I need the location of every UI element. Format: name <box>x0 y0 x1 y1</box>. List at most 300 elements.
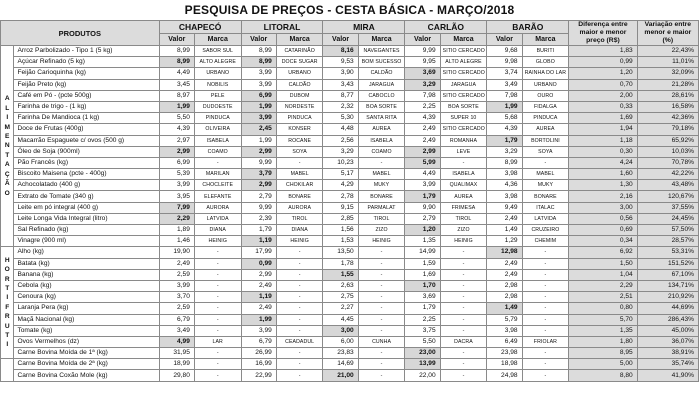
price-difference: 0,70 <box>569 79 637 90</box>
price-value: 2,78 <box>323 191 358 202</box>
brand-name: - <box>522 303 569 314</box>
price-variation: 38,91% <box>637 348 698 359</box>
table-row <box>1 90 699 101</box>
price-variation: 65,92% <box>637 135 698 146</box>
price-difference: 2,51 <box>569 292 637 303</box>
table-row <box>1 292 699 303</box>
price-difference: 0,34 <box>569 236 637 247</box>
category-letter: T <box>5 285 10 292</box>
price-value: 1,53 <box>323 236 358 247</box>
brand-name: DOCE SUGAR <box>276 57 323 68</box>
brand-name: URBANO <box>522 79 569 90</box>
brand-name: KONSER <box>276 124 323 135</box>
brand-name: - <box>358 157 405 168</box>
brand-name: - <box>276 258 323 269</box>
table-row <box>1 79 699 90</box>
product-name: Laranja Pera (kg) <box>14 303 159 314</box>
sub-header-valor: Valor <box>487 34 522 46</box>
price-value: 2,98 <box>487 292 522 303</box>
brand-name: - <box>276 269 323 280</box>
price-value: 8,99 <box>487 157 522 168</box>
price-variation: 79,18% <box>637 124 698 135</box>
brand-name: MABEL <box>276 169 323 180</box>
price-value: 29,80 <box>159 370 194 381</box>
brand-name: - <box>522 370 569 381</box>
price-variation: 42,36% <box>637 113 698 124</box>
price-value: 26,99 <box>241 348 276 359</box>
category-letter: M <box>4 123 10 131</box>
price-value: 1,79 <box>405 191 440 202</box>
brand-name: MABEL <box>522 169 569 180</box>
price-difference: 1,35 <box>569 325 637 336</box>
price-value: 7,99 <box>159 202 194 213</box>
price-variation: 57,50% <box>637 225 698 236</box>
price-value: 31,95 <box>159 348 194 359</box>
price-difference: 1,60 <box>569 169 637 180</box>
price-value: 1,99 <box>241 135 276 146</box>
price-value: 3,00 <box>323 325 358 336</box>
brand-name: SITIO CERCADO <box>440 90 487 101</box>
table-row <box>1 113 699 124</box>
price-value: 2,49 <box>159 258 194 269</box>
category-letter: A <box>4 161 10 169</box>
price-value: 2,59 <box>159 303 194 314</box>
price-value: 2,97 <box>159 135 194 146</box>
price-difference: 0,99 <box>569 57 637 68</box>
brand-name: ISABELA <box>440 169 487 180</box>
table-row <box>1 57 699 68</box>
product-name: Óleo de Soja (900ml) <box>14 146 159 157</box>
product-name: Farinha de trigo - (1 kg) <box>14 101 159 112</box>
price-value: 4,39 <box>159 124 194 135</box>
brand-name: - <box>194 325 241 336</box>
price-value: 1,99 <box>241 101 276 112</box>
brand-name: - <box>276 370 323 381</box>
price-difference: 2,29 <box>569 280 637 291</box>
brand-name: LATVIDA <box>522 213 569 224</box>
price-difference: 1,20 <box>569 68 637 79</box>
price-value: 8,99 <box>241 57 276 68</box>
price-value: 4,39 <box>487 124 522 135</box>
price-value: 1,35 <box>405 236 440 247</box>
price-variation: 36,07% <box>637 336 698 347</box>
category-letter: T <box>5 332 10 340</box>
brand-name: CATARINÃO <box>276 46 323 57</box>
brand-name: - <box>194 247 241 258</box>
brand-name: AUREA <box>440 191 487 202</box>
brand-name: - <box>440 370 487 381</box>
brand-name: - <box>522 247 569 258</box>
product-name: Carne Bovina Moída de 1ª (kg) <box>14 348 159 359</box>
brand-name: - <box>276 247 323 258</box>
brand-name: ITALAC <box>522 202 569 213</box>
table-row <box>1 314 699 325</box>
brand-name: - <box>440 258 487 269</box>
price-variation: 32,09% <box>637 68 698 79</box>
variation-header: Variação entre menor e maior (%) <box>637 21 698 46</box>
price-value: 1,99 <box>159 101 194 112</box>
brand-name: ISABELA <box>194 135 241 146</box>
brand-name: CABOCLO <box>358 90 405 101</box>
brand-name: DUBOM <box>276 90 323 101</box>
price-value: 2,45 <box>241 124 276 135</box>
table-row <box>1 213 699 224</box>
price-value: 4,45 <box>323 314 358 325</box>
price-value: 3,70 <box>159 292 194 303</box>
category-letter: I <box>6 114 9 122</box>
price-value: 5,50 <box>405 336 440 347</box>
price-value: 3,29 <box>405 79 440 90</box>
category-letter: I <box>6 294 9 302</box>
table-row <box>1 180 699 191</box>
price-value: 1,78 <box>323 258 358 269</box>
category-letter: A <box>4 95 10 103</box>
price-value: 23,83 <box>323 348 358 359</box>
price-difference: 2,16 <box>569 191 637 202</box>
price-value: 2,49 <box>487 258 522 269</box>
brand-name: - <box>440 292 487 303</box>
price-difference: 1,69 <box>569 113 637 124</box>
brand-name: HEINIG <box>194 236 241 247</box>
price-variation: 210,92% <box>637 292 698 303</box>
brand-name: HEINIG <box>358 236 405 247</box>
category-label <box>1 359 14 381</box>
price-value: 4,48 <box>323 124 358 135</box>
product-name: Biscoito Maisena (pcte - 400g) <box>14 169 159 180</box>
brand-name: PINDUCA <box>522 113 569 124</box>
table-row <box>1 247 699 258</box>
price-value: 0,99 <box>241 258 276 269</box>
brand-name: MARILAN <box>194 169 241 180</box>
price-value: 18,98 <box>487 359 522 370</box>
brand-name: CHOCLEITE <box>194 180 241 191</box>
price-value: 3,98 <box>487 191 522 202</box>
brand-name: ROMANHA <box>440 135 487 146</box>
price-value: 9,99 <box>241 157 276 168</box>
price-value: 3,90 <box>323 68 358 79</box>
category-letter: R <box>4 275 10 283</box>
brand-name: SABOR SUL <box>194 46 241 57</box>
price-value: 3,99 <box>159 280 194 291</box>
price-value: 1,59 <box>405 258 440 269</box>
category-letter: R <box>4 313 10 321</box>
price-value: 9,15 <box>323 202 358 213</box>
brand-name: ALTO ALEGRE <box>194 57 241 68</box>
price-value: 1,99 <box>487 101 522 112</box>
price-value: 1,79 <box>487 135 522 146</box>
brand-name: BORTOLINI <box>522 135 569 146</box>
brand-name: DACRA <box>440 336 487 347</box>
table-row <box>1 303 699 314</box>
brand-name: - <box>194 280 241 291</box>
brand-name: BOA SORTE <box>440 101 487 112</box>
price-value: 2,25 <box>405 314 440 325</box>
price-variation: 45,00% <box>637 325 698 336</box>
price-value: 22,00 <box>405 370 440 381</box>
price-value: 1,79 <box>241 225 276 236</box>
brand-name: - <box>358 348 405 359</box>
price-difference: 8,80 <box>569 370 637 381</box>
price-value: 3,99 <box>241 325 276 336</box>
brand-name: MUKY <box>522 180 569 191</box>
brand-name: - <box>522 359 569 370</box>
product-name: Carne Bovina Moída de 2ª (kg) <box>14 359 159 370</box>
price-value: 4,49 <box>405 169 440 180</box>
price-value: 16,99 <box>241 359 276 370</box>
brand-name: - <box>358 314 405 325</box>
price-value: 9,53 <box>323 57 358 68</box>
price-value: 8,99 <box>159 46 194 57</box>
page-title: PESQUISA DE PREÇOS - CESTA BÁSICA - MARÇO/2018 <box>184 3 515 17</box>
category-letter: F <box>5 303 10 311</box>
price-value: 7,98 <box>487 90 522 101</box>
price-value: 3,29 <box>323 146 358 157</box>
price-value: 3,98 <box>487 325 522 336</box>
price-value: 9,49 <box>487 202 522 213</box>
brand-name: COAMO <box>194 146 241 157</box>
price-variation: 151,52% <box>637 258 698 269</box>
difference-header: Diferença entre maior e menor preço (R$) <box>569 21 637 46</box>
brand-name: URBANO <box>194 68 241 79</box>
table-row <box>1 46 699 57</box>
price-value: 23,98 <box>487 348 522 359</box>
brand-name: JARAGUA <box>440 79 487 90</box>
price-value: 1,20 <box>405 225 440 236</box>
price-difference: 1,04 <box>569 269 637 280</box>
brand-name: SUPER 10 <box>440 113 487 124</box>
price-variation: 22,43% <box>637 46 698 57</box>
price-value: 22,99 <box>241 370 276 381</box>
price-value: 9,99 <box>241 202 276 213</box>
brand-name: FRIMESA <box>440 202 487 213</box>
brand-name: QUALIMAX <box>440 180 487 191</box>
table-row <box>1 101 699 112</box>
price-value: 3,99 <box>241 68 276 79</box>
brand-name: - <box>276 280 323 291</box>
price-value: 5,39 <box>159 169 194 180</box>
price-value: 1,89 <box>159 225 194 236</box>
price-variation: 70,78% <box>637 157 698 168</box>
category-label <box>1 247 14 359</box>
price-value: 2,79 <box>241 191 276 202</box>
table-row <box>1 202 699 213</box>
brand-name: ISABELA <box>358 135 405 146</box>
brand-name: AURORA <box>276 202 323 213</box>
table-row <box>1 169 699 180</box>
price-value: 6,99 <box>241 90 276 101</box>
price-value: 2,32 <box>323 101 358 112</box>
brand-name: ALTO ALEGRE <box>440 57 487 68</box>
table-row <box>1 191 699 202</box>
sub-header-marca: Marca <box>194 34 241 46</box>
price-difference: 3,00 <box>569 202 637 213</box>
price-table <box>0 20 699 382</box>
price-value: 8,99 <box>159 57 194 68</box>
category-letter: I <box>6 341 9 349</box>
price-value: 13,50 <box>323 247 358 258</box>
table-row <box>1 68 699 79</box>
price-value: 21,00 <box>323 370 358 381</box>
brand-name: PINDUCA <box>194 113 241 124</box>
price-value: 5,68 <box>487 113 522 124</box>
sub-header-valor: Valor <box>159 34 194 46</box>
price-variation: 21,28% <box>637 79 698 90</box>
product-name: Doce de Frutas (400g) <box>14 124 159 135</box>
brand-name: PINDUCA <box>276 113 323 124</box>
brand-name: - <box>276 303 323 314</box>
category-letter: N <box>4 142 10 150</box>
price-difference: 5,70 <box>569 314 637 325</box>
price-value: 5,30 <box>323 113 358 124</box>
brand-name: OLIVEIRA <box>194 124 241 135</box>
brand-name: CALDÃO <box>276 79 323 90</box>
sub-header-valor: Valor <box>405 34 440 46</box>
price-variation: 24,45% <box>637 213 698 224</box>
category-letter: L <box>5 104 10 112</box>
price-value: 17,99 <box>241 247 276 258</box>
price-value: 8,16 <box>323 46 358 57</box>
price-difference: 0,33 <box>569 101 637 112</box>
price-value: 2,49 <box>241 280 276 291</box>
table-row <box>1 135 699 146</box>
price-difference: 0,69 <box>569 225 637 236</box>
brand-name: BOM SUCESSO <box>358 57 405 68</box>
sub-header-valor: Valor <box>241 34 276 46</box>
brand-name: - <box>194 359 241 370</box>
price-value: 5,50 <box>159 113 194 124</box>
price-value: 2,56 <box>323 135 358 146</box>
brand-name: HEINIG <box>276 236 323 247</box>
city-header-barao: BARÃO <box>487 21 569 34</box>
price-difference: 1,50 <box>569 258 637 269</box>
brand-name: PARMALAT <box>358 202 405 213</box>
brand-name: ELEFANTE <box>194 191 241 202</box>
price-value: 18,99 <box>159 359 194 370</box>
brand-name: RAINHA DO LAR <box>522 68 569 79</box>
brand-name: SOYA <box>276 146 323 157</box>
brand-name: - <box>194 303 241 314</box>
price-value: 4,99 <box>159 336 194 347</box>
product-name: Macarrão Espaguete c/ ovos (500 g) <box>14 135 159 146</box>
brand-name: FRIOLAR <box>522 336 569 347</box>
price-value: 13,99 <box>405 359 440 370</box>
price-value: 1,55 <box>323 269 358 280</box>
brand-name: NOBILIS <box>194 79 241 90</box>
price-value: 6,99 <box>159 157 194 168</box>
brand-name: OURO <box>522 90 569 101</box>
brand-name: - <box>440 325 487 336</box>
brand-name: HEINIG <box>440 236 487 247</box>
price-value: 24,98 <box>487 370 522 381</box>
price-value: 9,95 <box>405 57 440 68</box>
brand-name: - <box>440 359 487 370</box>
price-difference: 1,83 <box>569 46 637 57</box>
brand-name: - <box>276 314 323 325</box>
brand-name: AURORA <box>194 202 241 213</box>
brand-name: - <box>522 314 569 325</box>
price-value: 1,70 <box>405 280 440 291</box>
product-name: Feijão Preto (kg) <box>14 79 159 90</box>
city-header-mira: MIRA <box>323 21 405 34</box>
brand-name: LAR <box>194 336 241 347</box>
brand-name: SOYA <box>522 146 569 157</box>
brand-name: LEVE <box>440 146 487 157</box>
price-value: 8,99 <box>241 46 276 57</box>
price-value: 2,99 <box>241 180 276 191</box>
table-row <box>1 280 699 291</box>
brand-name: BURITI <box>522 46 569 57</box>
product-name: Açúcar Refinado (5 kg) <box>14 57 159 68</box>
brand-name: SITIO CERCADO <box>440 68 487 79</box>
products-header: PRODUTOS <box>1 21 160 46</box>
category-letter: H <box>4 256 10 264</box>
brand-name: DIANA <box>194 225 241 236</box>
price-value: 2,98 <box>487 280 522 291</box>
price-value: 8,97 <box>159 90 194 101</box>
brand-name: AUREA <box>358 124 405 135</box>
product-name: Feijão Carioquinha (kg) <box>14 68 159 79</box>
brand-name: - <box>358 303 405 314</box>
brand-name: - <box>440 157 487 168</box>
brand-name: DUDOESTE <box>194 101 241 112</box>
brand-name: - <box>358 370 405 381</box>
price-value: 3,98 <box>487 169 522 180</box>
brand-name: - <box>358 269 405 280</box>
city-header-carlao: CARLÃO <box>405 21 487 34</box>
price-variation: 11,01% <box>637 57 698 68</box>
price-difference: 1,18 <box>569 135 637 146</box>
price-variation: 10,03% <box>637 146 698 157</box>
brand-name: - <box>276 359 323 370</box>
product-name: Maçã Nacional (kg) <box>14 314 159 325</box>
price-value: 1,19 <box>241 292 276 303</box>
price-variation: 120,67% <box>637 191 698 202</box>
brand-name: - <box>276 157 323 168</box>
brand-name: - <box>358 258 405 269</box>
product-name: Leite em pó integral (400 g) <box>14 202 159 213</box>
category-label <box>1 46 14 247</box>
product-name: Tomate (kg) <box>14 325 159 336</box>
price-difference: 8,95 <box>569 348 637 359</box>
brand-name: - <box>522 258 569 269</box>
price-variation: 43,48% <box>637 180 698 191</box>
brand-name: URBANO <box>276 68 323 79</box>
brand-name: SANTA RITA <box>358 113 405 124</box>
brand-name: NAVEGANTES <box>358 46 405 57</box>
price-value: 3,43 <box>323 79 358 90</box>
price-value: 1,49 <box>487 225 522 236</box>
sub-header-valor: Valor <box>323 34 358 46</box>
product-name: Batata (kg) <box>14 258 159 269</box>
brand-name: GLOBO <box>522 57 569 68</box>
price-value: 5,99 <box>405 157 440 168</box>
price-value: 1,99 <box>241 314 276 325</box>
price-variation: 41,90% <box>637 370 698 381</box>
price-value: 2,49 <box>405 135 440 146</box>
brand-name: SITIO CERCADO <box>440 46 487 57</box>
price-value: 6,79 <box>241 336 276 347</box>
price-value: 2,99 <box>159 146 194 157</box>
brand-name: - <box>522 292 569 303</box>
brand-name: - <box>358 325 405 336</box>
brand-name: AUREA <box>522 124 569 135</box>
brand-name: - <box>440 303 487 314</box>
brand-name: CEADADUL <box>276 336 323 347</box>
price-value: 2,99 <box>405 146 440 157</box>
price-variation: 16,58% <box>637 101 698 112</box>
sub-header-marca: Marca <box>358 34 405 46</box>
price-value: 3,99 <box>241 79 276 90</box>
